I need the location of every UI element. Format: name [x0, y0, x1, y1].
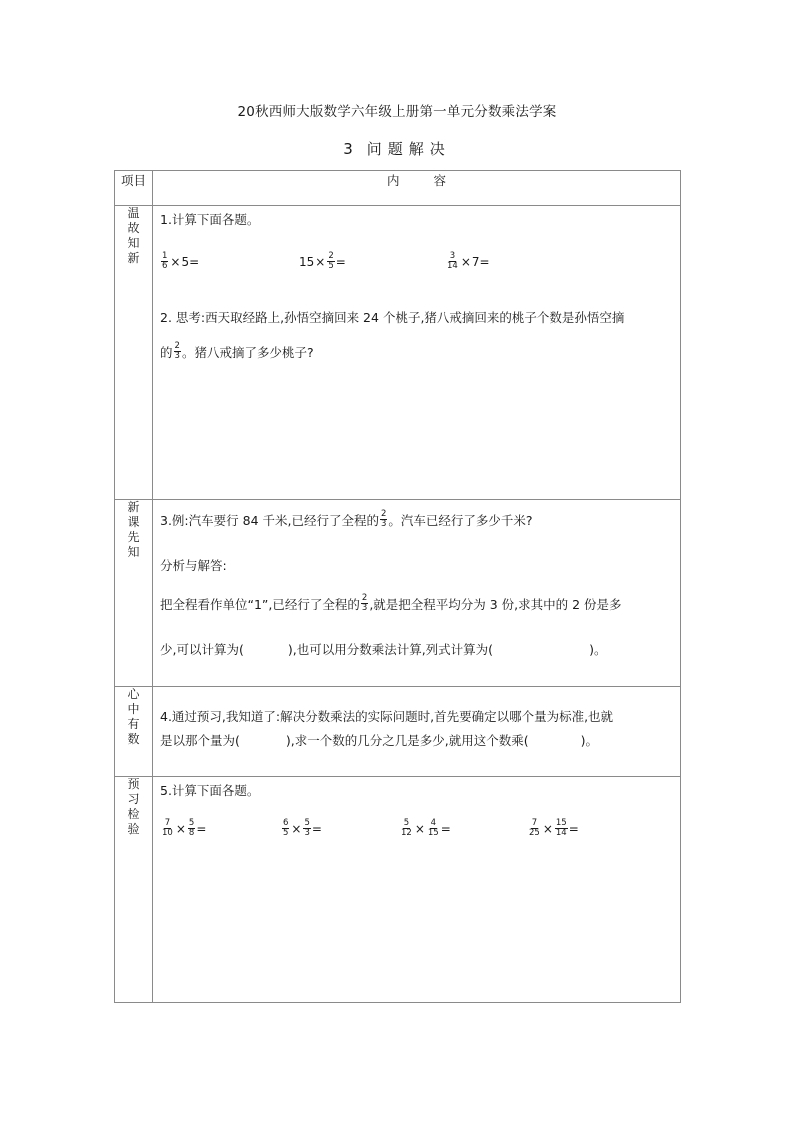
q3-line-4: 少,可以计算为( ),也可以用分数乘法计算,列式计算为( )。 — [160, 642, 607, 657]
label-char: 预 — [127, 777, 140, 791]
fraction: $\frac{6}{5}$ — [283, 818, 289, 838]
label-char: 新 — [127, 500, 140, 514]
header-row — [115, 171, 681, 206]
section-label-check — [115, 777, 153, 1003]
q3-analysis: 分析与解答: — [160, 558, 227, 573]
label-char: 有 — [127, 717, 140, 731]
label-char: 知 — [127, 236, 140, 250]
fraction: $\frac{5}{3}$ — [304, 818, 310, 838]
q3-line-1: 3.例:汽车要行 84 千米,已经行了全程的 $\frac{2}{3}$ 。汽车已经行了多少千米? — [160, 509, 533, 529]
q5-expr-1: $\frac{7}{10}$ × $\frac{5}{8}$ = — [162, 818, 207, 838]
label-char: 课 — [127, 515, 140, 529]
q2-line-1: 2. 思考:西天取经路上,孙悟空摘回来 24 个桃子,猪八戒摘回来的桃子个数是孙悟空摘 — [160, 310, 625, 325]
q3-line-3: 把全程看作单位“1”,已经行了全程的 $\frac{2}{3}$ ,就是把全程平均分为 3 份,求其中的 2 份是多 — [160, 593, 622, 613]
label-char: 知 — [127, 545, 140, 559]
worksheet-table — [114, 170, 681, 1003]
fraction: $\frac{7}{25}$ — [529, 818, 540, 838]
q5-expr-4: $\frac{7}{25}$ × $\frac{15}{14}$ = — [529, 818, 579, 838]
q5-expr-2: $\frac{6}{5}$ × $\frac{5}{3}$ = — [283, 818, 322, 838]
fraction: $\frac{5}{12}$ — [401, 818, 412, 838]
fraction: $\frac{2}{3}$ — [361, 593, 368, 613]
q4-line-1: 4.通过预习,我知道了:解决分数乘法的实际问题时,首先要确定以哪个量为标准,也就 — [160, 709, 614, 724]
section-label-summary — [115, 687, 153, 777]
section-review-row — [115, 206, 681, 500]
section-content-preview — [153, 500, 681, 687]
label-char: 新 — [127, 251, 140, 265]
header-content — [153, 171, 681, 206]
header-content-char1: 内 — [386, 173, 400, 188]
header-project: 项目 — [115, 171, 153, 206]
label-char: 数 — [127, 732, 140, 746]
fraction: $\frac{7}{10}$ — [162, 818, 173, 838]
fraction: $\frac{5}{8}$ — [188, 818, 195, 838]
section-content-summary — [153, 687, 681, 777]
header-content-char2: 容 — [433, 173, 447, 188]
q1-text: 1.计算下面各题。 — [160, 212, 260, 227]
section-content-check — [153, 777, 681, 1003]
lesson-subtitle — [0, 138, 794, 159]
lesson-number: 3 — [343, 140, 353, 158]
fraction: $\frac{15}{14}$ — [555, 818, 567, 838]
label-char: 验 — [127, 822, 140, 836]
fraction: $\frac{3}{14}$ — [447, 251, 458, 271]
label-char: 故 — [127, 221, 140, 235]
fraction: $\frac{4}{15}$ — [427, 818, 439, 838]
section-label-preview — [115, 500, 153, 687]
q1-expr-2: 15 × $\frac{2}{5}$ = — [299, 251, 346, 271]
q5-expr-3: $\frac{5}{12}$ × $\frac{4}{15}$ = — [401, 818, 451, 838]
label-char: 心 — [127, 687, 140, 701]
fraction: $\frac{2}{3}$ — [174, 341, 180, 361]
label-char: 习 — [127, 792, 140, 806]
q5-text: 5.计算下面各题。 — [160, 783, 260, 798]
document-title: 20秋西师大版数学六年级上册第一单元分数乘法学案 — [237, 104, 557, 120]
fraction: $\frac{2}{3}$ — [380, 509, 387, 529]
label-char: 检 — [127, 807, 140, 821]
label-char: 温 — [127, 206, 140, 220]
q1-expr-3: $\frac{3}{14}$ × 7= — [447, 251, 490, 271]
lesson-name: 问题解决 — [366, 140, 451, 158]
q2-line-2: 的 $\frac{2}{3}$ 。猪八戒摘了多少桃子? — [160, 341, 314, 361]
q1-expr-1: $\frac{1}{6}$ × 5= — [162, 251, 200, 271]
label-char: 中 — [127, 702, 140, 716]
fraction: $\frac{1}{6}$ — [162, 251, 168, 271]
q4-line-2: 是以那个量为( ),求一个数的几分之几是多少,就用这个数乘( )。 — [160, 733, 598, 748]
section-content-review — [153, 206, 681, 500]
label-char: 先 — [127, 530, 140, 544]
section-check-row — [115, 777, 681, 1003]
section-label-review — [115, 206, 153, 500]
section-preview-row — [115, 500, 681, 687]
section-summary-row — [115, 687, 681, 777]
fraction: $\frac{2}{5}$ — [328, 251, 334, 271]
